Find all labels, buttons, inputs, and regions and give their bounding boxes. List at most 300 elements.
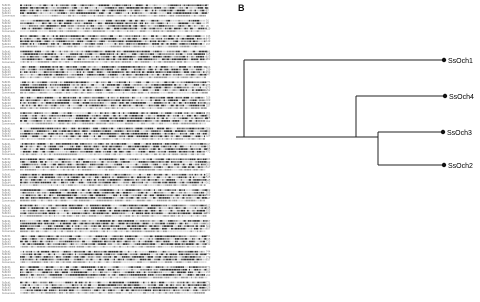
residue-cell <box>106 100 107 102</box>
sequence-label: SsOch3 <box>2 148 11 151</box>
position-number: 410 <box>206 132 211 136</box>
residue-cell <box>199 56 202 58</box>
residue-cell <box>20 136 22 138</box>
residue-cell <box>146 25 148 27</box>
residue-cell <box>45 169 47 171</box>
residue-cell <box>157 20 159 22</box>
residue-cell <box>144 74 146 76</box>
residue-cell <box>43 143 46 145</box>
residue-cell <box>23 56 25 58</box>
residue-cell <box>64 130 66 132</box>
residue-cell <box>37 130 39 132</box>
residue-cell <box>65 66 66 68</box>
residue-cell <box>165 169 167 171</box>
residue-cell <box>77 51 79 53</box>
residue-cell <box>85 107 86 109</box>
residue-cell <box>179 28 180 30</box>
residue-cell <box>189 133 190 135</box>
residue-cell <box>155 159 158 161</box>
residue-cell <box>89 82 90 84</box>
residue-cell <box>85 71 86 73</box>
residue-cell <box>24 53 27 55</box>
residue-cell <box>49 51 51 53</box>
residue-cell <box>42 5 43 7</box>
residue-cell <box>122 71 123 73</box>
residue-cell <box>145 161 146 163</box>
residue-cell <box>121 46 123 48</box>
residue-cell <box>123 74 124 76</box>
residue-cell <box>187 20 189 22</box>
residue-cell <box>81 84 83 86</box>
residue-cell <box>83 66 86 68</box>
residue-cell <box>156 97 158 99</box>
residue-cell <box>62 115 64 117</box>
residue-cell <box>137 143 140 145</box>
residue-cell <box>20 115 21 117</box>
residue-cell <box>27 38 29 40</box>
residue-cell <box>183 151 185 153</box>
residue-cell <box>190 123 192 125</box>
residue-cell <box>167 46 168 48</box>
residue-cell <box>151 35 154 37</box>
residue-cell <box>151 112 154 114</box>
residue-cell <box>197 138 199 140</box>
residue-cell <box>99 41 100 43</box>
residue-cell <box>125 38 126 40</box>
residue-cell <box>143 53 144 55</box>
residue-cell <box>112 5 114 7</box>
residue-cell <box>188 43 190 45</box>
residue-cell <box>134 89 136 91</box>
residue-cell <box>60 177 61 179</box>
residue-cell <box>145 7 148 9</box>
residue-cell <box>64 118 67 120</box>
residue-cell <box>161 38 162 40</box>
residue-cell <box>42 10 43 12</box>
residue-cell <box>82 154 85 156</box>
position-number: 110 <box>206 27 211 31</box>
residue-cell <box>79 154 81 156</box>
residue-cell <box>127 30 128 32</box>
residue-cell <box>75 115 76 117</box>
residue-cell <box>195 166 196 168</box>
residue-cell <box>176 51 177 53</box>
residue-cell <box>48 184 51 186</box>
residue-cell <box>39 30 42 32</box>
residue-cell <box>178 118 179 120</box>
residue-cell <box>201 136 204 138</box>
residue-cell <box>118 25 119 27</box>
residue-cell <box>49 74 51 76</box>
residue-cell <box>196 5 199 7</box>
residue-cell <box>135 146 137 148</box>
position-number: 365 <box>206 117 211 121</box>
residue-cell <box>68 164 70 166</box>
residue-cell <box>20 159 22 161</box>
residue-cell <box>177 177 178 179</box>
residue-cell <box>92 128 93 130</box>
residue-cell <box>148 133 151 135</box>
residue-cell <box>78 128 80 130</box>
residue-cell <box>52 74 54 76</box>
residue-cell <box>148 87 151 89</box>
residue-cell <box>61 25 63 27</box>
residue-cell <box>156 105 159 107</box>
residue-cell <box>140 146 142 148</box>
residue-cell <box>126 82 128 84</box>
residue-cell <box>63 133 64 135</box>
residue-cell <box>30 82 32 84</box>
residue-cell <box>101 20 104 22</box>
residue-cell <box>101 84 102 86</box>
residue-cell <box>60 5 62 7</box>
residue-cell <box>40 148 43 150</box>
residue-cell <box>188 82 190 84</box>
residue-cell <box>189 179 191 181</box>
residue-cell <box>120 12 122 14</box>
residue-cell <box>32 30 34 32</box>
residue-cell <box>103 97 104 99</box>
residue-cell <box>195 97 197 99</box>
residue-cell <box>132 107 133 109</box>
residue-cell <box>82 112 85 114</box>
residue-cell <box>103 174 105 176</box>
residue-cell <box>38 74 41 76</box>
residue-cell <box>171 166 174 168</box>
residue-cell <box>77 107 79 109</box>
residue-cell <box>24 130 26 132</box>
residue-cell <box>151 102 154 104</box>
residue-cell <box>42 151 45 153</box>
residue-cell <box>190 138 191 140</box>
residue-cell <box>114 77 116 79</box>
residue-cell <box>162 182 163 184</box>
residue-cell <box>178 46 180 48</box>
residue-cell <box>93 77 96 79</box>
residue-cell <box>175 7 177 9</box>
residue-cell <box>77 71 79 73</box>
residue-cell <box>179 20 180 22</box>
residue-cell <box>127 154 129 156</box>
residue-cell <box>152 82 153 84</box>
residue-cell <box>202 112 204 114</box>
residue-cell <box>100 133 103 135</box>
residue-cell <box>165 84 168 86</box>
residue-cell <box>46 123 48 125</box>
residue-cell <box>128 10 130 12</box>
residue-cell <box>106 120 109 122</box>
residue-cell <box>145 92 148 94</box>
residue-cell <box>81 46 82 48</box>
residue-cell <box>44 71 47 73</box>
residue-cell <box>182 166 183 168</box>
residue-cell <box>180 89 182 91</box>
residue-cell <box>107 105 108 107</box>
residue-cell <box>129 148 132 150</box>
residue-cell <box>132 41 133 43</box>
residue-cell <box>138 20 141 22</box>
residue-cell <box>48 38 49 40</box>
residue-cell <box>113 179 115 181</box>
residue-cell <box>37 182 39 184</box>
residue-cell <box>189 15 190 17</box>
residue-cell <box>88 66 91 68</box>
residue-cell <box>152 151 153 153</box>
residue-cell <box>159 10 160 12</box>
residue-cell <box>77 28 80 30</box>
residue-cell <box>80 169 82 171</box>
residue-cell <box>174 148 176 150</box>
residue-cell <box>53 166 54 168</box>
residue-cell <box>164 15 166 17</box>
residue-cell <box>179 10 181 12</box>
residue-cell <box>170 159 172 161</box>
residue-cell <box>49 38 52 40</box>
residue-cell <box>110 87 111 89</box>
residue-cell <box>45 23 47 25</box>
residue-cell <box>183 164 185 166</box>
residue-cell <box>155 38 157 40</box>
residue-cell <box>133 164 134 166</box>
residue-cell <box>176 30 177 32</box>
residue-cell <box>59 136 61 138</box>
residue-cell <box>107 28 110 30</box>
residue-cell <box>190 77 192 79</box>
residue-cell <box>69 89 70 91</box>
residue-cell <box>97 182 98 184</box>
residue-cell <box>91 166 92 168</box>
residue-cell <box>20 107 23 109</box>
position-number: 95 <box>206 22 209 26</box>
residue-cell <box>63 77 64 79</box>
residue-cell <box>150 12 151 14</box>
residue-cell <box>44 59 46 61</box>
residue-cell <box>126 38 127 40</box>
residue-cell <box>183 7 185 9</box>
residue-cell <box>129 82 130 84</box>
residue-cell <box>107 71 108 73</box>
residue-cell <box>37 35 38 37</box>
residue-cell <box>151 15 154 17</box>
residue-cell <box>160 138 162 140</box>
residue-cell <box>106 143 107 145</box>
residue-cell <box>167 97 170 99</box>
residue-cell <box>63 25 66 27</box>
residue-cell <box>134 177 137 179</box>
residue-cell <box>72 43 75 45</box>
residue-cell <box>187 92 190 94</box>
residue-cell <box>60 51 61 53</box>
residue-cell <box>124 82 126 84</box>
residue-cell <box>150 61 151 63</box>
residue-cell <box>150 146 153 148</box>
residue-cell <box>54 35 55 37</box>
residue-cell <box>72 7 74 9</box>
sequence-label: SsOch2 <box>2 83 11 87</box>
residue-cell <box>51 66 52 68</box>
residue-cell <box>27 25 29 27</box>
residue-cell <box>187 151 189 153</box>
residue-cell <box>102 82 104 84</box>
residue-cell <box>159 166 162 168</box>
residue-cell <box>148 115 151 117</box>
residue-cell <box>196 77 198 79</box>
residue-cell <box>86 130 87 132</box>
residue-cell <box>45 77 47 79</box>
residue-cell <box>105 30 107 32</box>
residue-cell <box>71 35 73 37</box>
residue-cell <box>49 28 51 30</box>
residue-cell <box>158 87 161 89</box>
residue-cell <box>84 5 87 7</box>
residue-cell <box>87 115 89 117</box>
residue-cell <box>79 12 80 14</box>
residue-cell <box>59 107 60 109</box>
residue-cell <box>70 184 73 186</box>
residue-cell <box>104 107 105 109</box>
residue-cell <box>113 92 115 94</box>
residue-cell <box>181 82 182 84</box>
residue-cell <box>121 92 122 94</box>
residue-cell <box>99 148 101 150</box>
residue-cell <box>185 164 187 166</box>
residue-cell <box>152 133 155 135</box>
residue-cell <box>163 177 165 179</box>
residue-cell <box>40 43 42 45</box>
residue-cell <box>125 138 126 140</box>
residue-cell <box>25 87 28 89</box>
residue-cell <box>193 136 195 138</box>
residue-cell <box>27 56 28 58</box>
residue-cell <box>92 97 93 99</box>
residue-cell <box>117 30 119 32</box>
residue-cell <box>176 53 177 55</box>
residue-cell <box>164 56 165 58</box>
residue-cell <box>70 61 71 63</box>
consensus-label: Consensus <box>2 153 15 157</box>
residue-cell <box>122 25 124 27</box>
residue-cell <box>54 169 55 171</box>
residue-cell <box>179 84 181 86</box>
residue-cell <box>59 148 61 150</box>
residue-cell <box>170 25 171 27</box>
residue-cell <box>158 138 159 140</box>
residue-cell <box>157 154 158 156</box>
residue-cell <box>141 5 142 7</box>
residue-cell <box>51 143 52 145</box>
residue-cell <box>84 179 87 181</box>
residue-cell <box>162 169 164 171</box>
residue-cell <box>105 7 108 9</box>
residue-cell <box>153 130 155 132</box>
residue-cell <box>101 123 102 125</box>
residue-cell <box>156 59 157 61</box>
residue-cell <box>177 87 180 89</box>
sequence-label: SsOch2 <box>2 160 11 164</box>
residue-cell <box>146 89 148 91</box>
residue-cell <box>61 43 63 45</box>
residue-cell <box>167 30 170 32</box>
residue-cell <box>134 133 137 135</box>
residue-cell <box>101 184 104 186</box>
residue-cell <box>64 59 65 61</box>
residue-cell <box>136 35 137 37</box>
residue-cell <box>123 46 125 48</box>
residue-cell <box>144 179 145 181</box>
residue-cell <box>60 179 61 181</box>
residue-cell <box>160 28 162 30</box>
residue-cell <box>88 130 90 132</box>
residue-cell <box>166 164 167 166</box>
residue-cell <box>126 102 129 104</box>
residue-cell <box>180 143 182 145</box>
residue-cell <box>191 61 192 63</box>
residue-cell <box>121 161 123 163</box>
residue-cell <box>163 53 165 55</box>
residue-cell <box>141 133 144 135</box>
residue-cell <box>159 115 162 117</box>
residue-cell <box>22 100 24 102</box>
residue-cell <box>60 35 62 37</box>
residue-cell <box>20 15 22 17</box>
residue-cell <box>76 174 78 176</box>
residue-cell <box>87 5 89 7</box>
residue-cell <box>47 120 49 122</box>
residue-cell <box>142 87 144 89</box>
residue-cell <box>105 97 108 99</box>
residue-cell <box>38 151 40 153</box>
residue-cell <box>117 38 119 40</box>
residue-cell <box>108 23 110 25</box>
residue-cell <box>66 43 68 45</box>
residue-cell <box>147 66 148 68</box>
residue-cell <box>168 5 170 7</box>
residue-cell <box>69 7 72 9</box>
residue-cell <box>145 10 148 12</box>
residue-cell <box>192 61 194 63</box>
residue-cell <box>111 84 112 86</box>
sequence-label: SsOch1 <box>2 50 11 54</box>
residue-cell <box>98 133 100 135</box>
residue-cell <box>56 61 57 63</box>
residue-cell <box>108 184 110 186</box>
residue-cell <box>136 100 139 102</box>
residue-cell <box>52 107 53 109</box>
residue-cell <box>62 118 64 120</box>
residue-cell <box>143 128 144 130</box>
residue-cell <box>181 71 184 73</box>
residue-cell <box>84 87 86 89</box>
sequence-label: SsOch2 <box>2 22 11 26</box>
residue-cell <box>125 25 126 27</box>
residue-cell <box>128 177 130 179</box>
residue-cell <box>177 146 180 148</box>
residue-cell <box>131 92 133 94</box>
residue-cell <box>174 51 175 53</box>
residue-cell <box>30 59 32 61</box>
residue-cell <box>146 179 148 181</box>
residue-cell <box>57 130 58 132</box>
residue-cell <box>104 143 106 145</box>
residue-cell <box>118 179 121 181</box>
residue-cell <box>165 87 168 89</box>
residue-cell <box>131 77 132 79</box>
residue-cell <box>60 118 61 120</box>
residue-cell <box>89 115 91 117</box>
residue-cell <box>23 184 25 186</box>
residue-cell <box>163 164 166 166</box>
residue-cell <box>31 41 33 43</box>
